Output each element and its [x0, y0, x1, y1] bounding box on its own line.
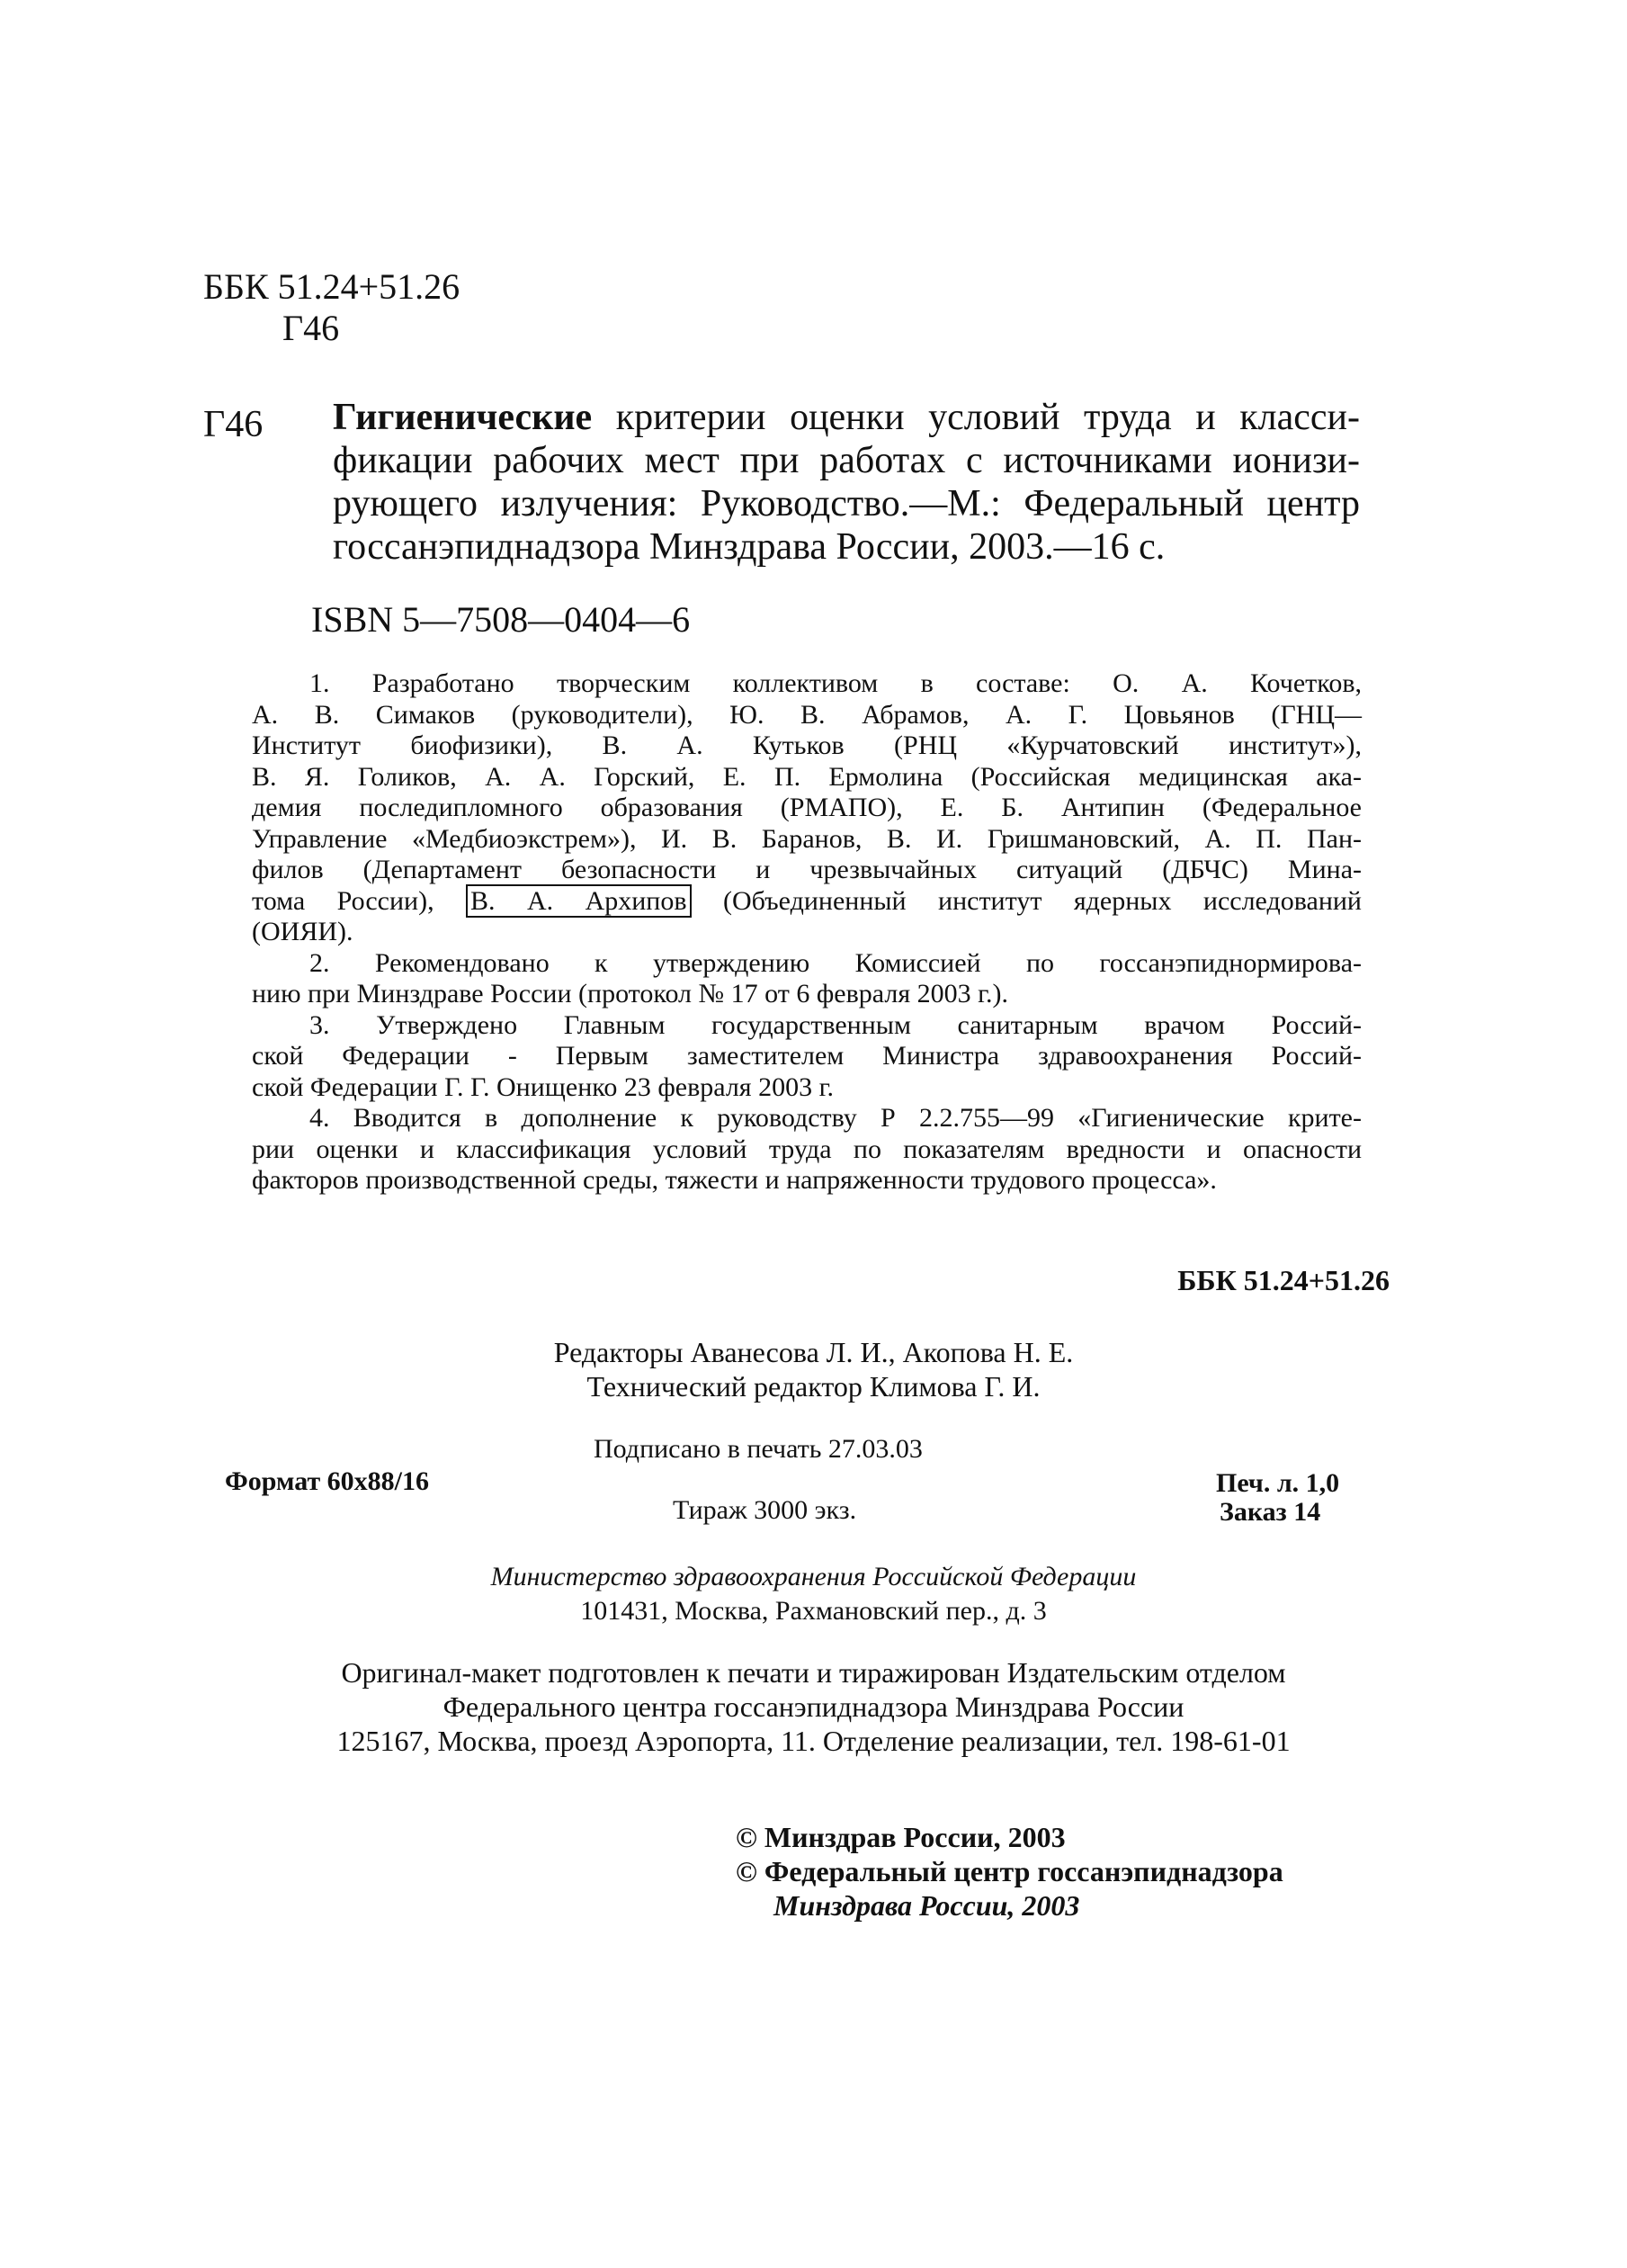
- publisher-contact: 125167, Москва, проезд Аэропорта, 11. Отделение реализации, тел. 198-61-01: [336, 1725, 1291, 1757]
- author-mark: Г46: [282, 308, 340, 348]
- note-1-text: (Объединенный институт ядерных исследований: [722, 885, 1362, 916]
- copyright-line: © Минздрав России, 2003: [736, 1821, 1066, 1853]
- ministry-address: 101431, Москва, Рахмановский пер., д. 3: [580, 1596, 1047, 1626]
- editors-line: Редакторы Аванесова Л. И., Акопова Н. Е.: [553, 1336, 1074, 1368]
- publisher-line: Оригинал-макет подготовлен к печати и тиражирован Издательским отделом: [341, 1656, 1286, 1689]
- bbk-code: ББК 51.24+51.26: [203, 266, 460, 307]
- book-title: [333, 396, 1360, 569]
- copyright-line: © Федеральный центр госсанэпиднадзора: [736, 1855, 1283, 1887]
- title-line-3: рующего излучения: Руководство.—М.: Федеральный центр: [333, 483, 1360, 524]
- note-1-line: демия последипломного образования (РМАПО), Е. Б. Антипин (Федеральное: [252, 793, 1362, 822]
- boxed-author-name: В. А. Архипов: [466, 884, 692, 918]
- note-3-line: ской Федерации Г. Г. Онищенко 23 февраля 2003 г.: [252, 1071, 835, 1102]
- note-1-line: [252, 886, 1362, 918]
- notes-section: [252, 668, 1362, 1197]
- order-number: Заказ 14: [1220, 1497, 1321, 1527]
- copyright-block: [736, 1820, 1283, 1923]
- title-line-2: фикации рабочих мест при работах с источниками ионизи-: [333, 440, 1360, 481]
- isbn: ISBN 5—7508—0404—6: [311, 599, 691, 640]
- publisher-line: Федерального центра госсанэпиднадзора Минздрава России: [443, 1690, 1184, 1723]
- signed-to-print: Подписано в печать 27.03.03: [594, 1434, 923, 1464]
- note-3-line: 3. Утверждено Главным государственным санитарным врачом Россий-: [309, 1009, 1362, 1040]
- bbk-code-bottom: ББК 51.24+51.26: [1177, 1264, 1390, 1296]
- note-1-line: 1. Разработано творческим коллективом в составе: О. А. Кочетков,: [309, 668, 1362, 698]
- note-4-line: 4. Вводится в дополнение к руководству Р 2.2.755—99 «Гигиенические крите-: [309, 1103, 1362, 1133]
- note-1-line: филов (Департамент безопасности и чрезвычайных ситуаций (ДБЧС) Мина-: [252, 855, 1362, 884]
- copyright-line: Минздрава России, 2003: [773, 1889, 1080, 1922]
- ministry-block: [0, 1560, 1627, 1628]
- print-run: Тираж 3000 экз.: [673, 1495, 857, 1525]
- print-sheets: Печ. л. 1,0: [1216, 1468, 1340, 1498]
- note-1-line: Институт биофизики), В. А. Кутьков (РНЦ «Курчатовский институт»),: [252, 731, 1362, 760]
- title-line-1-rest: критерии оценки условий труда и класси-: [592, 397, 1360, 438]
- note-1-line: А. В. Симаков (руководители), Ю. В. Абрамов, А. Г. Цовьянов (ГНЦ—: [252, 699, 1362, 730]
- note-4-line: рии оценки и классификация условий труда по показателям вредности и опасности: [252, 1134, 1362, 1164]
- title-bold-word: Гигиенические: [333, 397, 593, 438]
- title-line-4: госсанэпиднадзора Минздрава России, 2003.—16 с.: [333, 526, 1166, 568]
- note-2-line: 2. Рекомендовано к утверждению Комиссией по госсанэпиднормирова-: [309, 947, 1362, 978]
- ministry-name: Министерство здравоохранения Российской Федерации: [490, 1562, 1137, 1591]
- note-1-text: тома России),: [252, 885, 434, 916]
- publisher-block: [0, 1655, 1627, 1758]
- title-line-1: [333, 396, 1360, 439]
- note-3-line: ской Федерации - Первым заместителем Министра здравоохранения Россий-: [252, 1041, 1362, 1071]
- title-author-mark: Г46: [203, 404, 264, 445]
- note-1-line: Управление «Медбиоэкстрем»), И. В. Баранов, В. И. Гришмановский, А. П. Пан-: [252, 823, 1362, 854]
- note-1-line: (ОИЯИ).: [252, 917, 353, 946]
- paper-format: Формат 60x88/16: [225, 1466, 430, 1496]
- note-1-line: В. Я. Голиков, А. А. Горский, Е. П. Ермолина (Российская медицинская ака-: [252, 761, 1362, 792]
- technical-editor-line: Технический редактор Климова Г. И.: [586, 1370, 1041, 1403]
- bbk-classification: [203, 266, 460, 349]
- note-4-line: факторов производственной среды, тяжести и напряженности трудового процесса».: [252, 1165, 1217, 1195]
- editors-block: [0, 1335, 1627, 1403]
- note-2-line: нию при Минздраве России (протокол № 17 от 6 февраля 2003 г.).: [252, 979, 1009, 1008]
